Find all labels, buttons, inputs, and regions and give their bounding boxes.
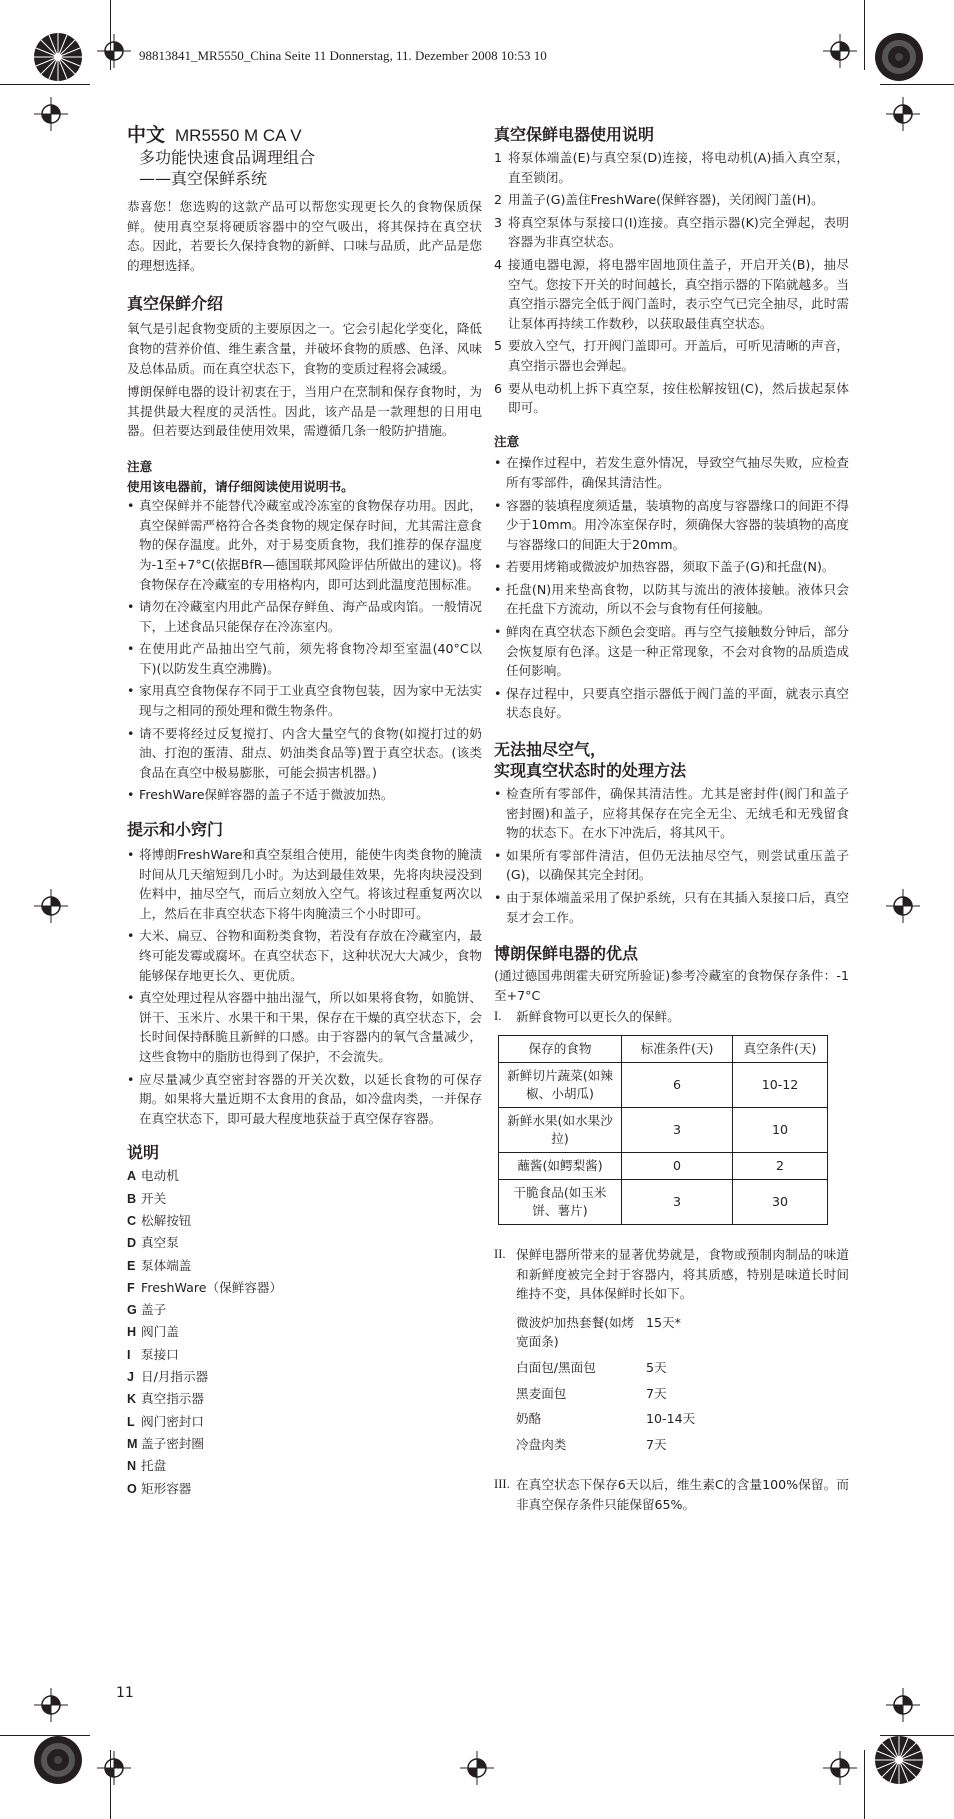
legend-item: O 矩形容器 <box>127 1480 192 1496</box>
section-heading-tips: 提示和小窍门 <box>127 820 224 840</box>
list-item: • 托盘(N)用来垫高食物，以防其与流出的液体接触。液体只会在托盘下方流动，所以不会与食物有任何接触。 <box>494 580 849 619</box>
list-item: • 容器的装填程度须适量，装填物的高度与容器缘口的间距不得少于10mm。用冷冻室保存时，须确保大容器的装填物的高度与容器缘口的间距大于20mm。 <box>494 496 849 555</box>
registration-mark-icon <box>34 97 68 131</box>
product-subtitle-2: ——真空保鲜系统 <box>139 169 268 188</box>
table-cell: 6 <box>622 1062 733 1107</box>
list-item: 6 要从电动机上拆下真空泵，按住松解按钮(C)，然后拔起泵体即可。 <box>494 380 849 416</box>
legend-item: H 阀门盖 <box>127 1324 179 1340</box>
table-row <box>499 1152 828 1179</box>
table-header-cell: 真空条件(天) <box>733 1035 828 1062</box>
registration-mark-icon <box>34 1688 68 1722</box>
print-header: 98813841_MR5550_China Seite 11 Donnerstag, 11. Dezember 2008 10:53 10 <box>139 48 547 63</box>
legend-item: K 真空指示器 <box>127 1391 204 1407</box>
list-item: 4 接通电器电源，将电器牢固地顶住盖子，开启开关(B)，抽尽空气。您按下开关的时间越长，真空指示器的下陷就越多。当真空指示器完全低于阀门盖时，表示空气已完全抽尽，此时需让泵体再持续工作数秒，以获取最佳真空状态。 <box>494 256 849 331</box>
list-item: • 大米、扁豆、谷物和面粉类食物，若没有存放在冷藏室内，最终可能发霉或腐坏。在真空状态下，这种状况大大减少，食物能够保存地更长久、更优质。 <box>127 926 482 985</box>
table-cell: 7天 <box>646 1385 667 1401</box>
table-cell: 3 <box>622 1179 733 1224</box>
table-header-cell: 标准条件(天) <box>622 1035 733 1062</box>
table-cell: 5天 <box>646 1359 667 1375</box>
registration-mark-icon <box>823 34 857 68</box>
legend-item: G 盖子 <box>127 1302 167 1318</box>
note-heading: 注意 <box>494 433 520 449</box>
heading-line: 无法抽尽空气， <box>494 740 607 760</box>
list-item: • 若要用烤箱或微波炉加热容器，须取下盖子(G)和托盘(N)。 <box>494 557 849 577</box>
list-item: • 在使用此产品抽出空气前，须先将食物冷却至室温(40°C以下)(以防发生真空沸腾)。 <box>127 639 482 678</box>
table-cell: 10-12 <box>733 1062 828 1107</box>
section-heading-troubleshooting <box>494 739 849 781</box>
note-list <box>127 496 482 805</box>
table-cell: 微波炉加热套餐(如烤宽面条) <box>516 1314 635 1350</box>
table-cell: 白面包/黑面包 <box>516 1359 596 1375</box>
list-item: • 检查所有零部件，确保其清洁性。尤其是密封件(阀门和盖子密封圈)和盖子，应将其保存在完全无尘、无绒毛和无残留食物的状态下。在水下冲洗后，将其风干。 <box>494 784 849 843</box>
troubleshooting-list <box>494 784 849 927</box>
legend-item: J 日/月指示器 <box>127 1369 209 1385</box>
table-cell: 0 <box>622 1152 733 1179</box>
section-heading-legend: 说明 <box>127 1143 160 1163</box>
list-item: • FreshWare保鲜容器的盖子不适于微波加热。 <box>127 785 482 805</box>
starburst-icon <box>33 1735 83 1785</box>
paragraph: (通过德国弗朗霍夫研究所验证)参考冷藏室的食物保存条件：-1至+7°C <box>494 968 849 1003</box>
table-cell: 奶酪 <box>516 1411 542 1427</box>
table-cell: 干脆食品(如玉米饼、薯片) <box>499 1179 622 1224</box>
table-cell: 3 <box>622 1107 733 1152</box>
table-cell: 蘸酱(如鳄梨酱) <box>499 1152 622 1179</box>
tips-list <box>127 845 482 1128</box>
table-cell: 新鲜切片蔬菜(如辣椒、小胡瓜) <box>499 1062 622 1107</box>
list-item: • 家用真空食物保存不同于工业真空食物包装，因为家中无法实现与之相同的预处理和微生物条件。 <box>127 681 482 720</box>
list-item: 2 用盖子(G)盖住FreshWare(保鲜容器)，关闭阀门盖(H)。 <box>494 192 824 208</box>
table-row <box>499 1179 828 1224</box>
registration-mark-icon <box>97 34 131 68</box>
note-heading: 注意 <box>127 458 153 474</box>
list-item: • 由于泵体端盖采用了保护系统，只有在其插入泵接口后，真空泵才会工作。 <box>494 888 849 927</box>
legend-item: M 盖子密封圈 <box>127 1435 204 1451</box>
table-row <box>516 1432 695 1458</box>
table-cell: 7天 <box>646 1436 667 1452</box>
table-cell: 2 <box>733 1152 828 1179</box>
legend-item: C 松解按钮 <box>127 1212 192 1228</box>
page-number: 11 <box>116 1685 134 1701</box>
table-row <box>499 1062 828 1107</box>
legend-item: L 阀门密封口 <box>127 1413 204 1429</box>
table-row <box>516 1310 695 1355</box>
registration-mark-icon <box>97 1751 131 1785</box>
table-cell: 黑麦面包 <box>516 1385 567 1401</box>
table-cell: 新鲜水果(如水果沙拉) <box>499 1107 622 1152</box>
list-item: • 应尽量减少真空密封容器的开关次数，以延长食物的可保存期。如果将大量近期不太食用的食品，如冷盘肉类，一并保存在真空状态下，即可最大程度地获益于真空保存容器。 <box>127 1070 482 1129</box>
list-item: 1 将泵体端盖(E)与真空泵(D)连接，将电动机(A)插入真空泵，直至锁闭。 <box>494 150 849 185</box>
starburst-icon <box>874 32 924 82</box>
list-item: • 真空处理过程从容器中抽出湿气，所以如果将食物，如脆饼、饼干、玉米片、水果干和干果，保存在干燥的真空状态下，会长时间保持酥脆且新鲜的口感。由于容器内的氧气含量减少，这些食物中的脂肪也得到了保护，不会流失。 <box>127 988 482 1066</box>
registration-mark-icon <box>886 97 920 131</box>
legend-item: E 泵体端盖 <box>127 1257 192 1273</box>
note-subheading: 使用该电器前，请仔细阅读使用说明书。 <box>127 478 354 494</box>
crop-line-bottom-right <box>864 1750 865 1819</box>
table-cell: 10 <box>733 1107 828 1152</box>
table-cell: 10-14天 <box>646 1411 696 1427</box>
list-item: • 鲜肉在真空状态下颜色会变暗。再与空气接触数分钟后，部分会恢复原有色泽。这是一种正常现象，不会对食物的品质造成任何影响。 <box>494 622 849 681</box>
legend-item: I 泵接口 <box>127 1346 179 1362</box>
list-item: • 将博朗FreshWare和真空泵组合使用，能使牛肉类食物的腌渍时间从几天缩短到几小时。为达到最佳效果，先将肉块浸没到佐料中，抽尽空气，而后立刻放入空气。将该过程重复两次以上，然后在非真空状态下将牛肉腌渍三个小时即可。 <box>127 845 482 923</box>
storage-table <box>498 1035 828 1225</box>
paragraph: 氧气是引起食物变质的主要原因之一。它会引起化学变化，降低食物的营养价值、维生素含量，并破坏食物的质感、色泽、风味及总体品质。而在真空状态下，食物的变质过程将会减缓。 <box>127 321 482 376</box>
list-item: • 在操作过程中，若发生意外情况，导致空气抽尽失败，应检查所有零部件，确保其清洁性。 <box>494 453 849 492</box>
language-title: 中文 <box>127 124 166 146</box>
legend-item: F FreshWare（保鲜容器） <box>127 1279 283 1295</box>
starburst-icon <box>33 32 83 82</box>
table-row <box>516 1406 695 1432</box>
list-item: • 请勿在冷藏室内用此产品保存鲜鱼、海产品或肉馅。一般情况下，上述食品只能保存在冷冻室内。 <box>127 597 482 636</box>
registration-mark-icon <box>34 889 68 923</box>
legend-item: B 开关 <box>127 1190 167 1206</box>
starburst-icon <box>874 1735 924 1785</box>
legend-list <box>127 1165 482 1499</box>
section-heading-usage: 真空保鲜电器使用说明 <box>494 125 655 144</box>
registration-mark-icon <box>886 1688 920 1722</box>
advantage-item: III. 在真空状态下保存6天以后，维生素C的含量100%保留。而非真空保存条件只能保留65%。 <box>494 1477 849 1512</box>
legend-item: A 电动机 <box>127 1168 179 1184</box>
section-heading-advantages: 博朗保鲜电器的优点 <box>494 944 639 964</box>
crop-line-top-right <box>864 0 865 70</box>
legend-item: N 托盘 <box>127 1458 167 1474</box>
advantage-item: II. 保鲜电器所带来的显著优势就是，食物或预制肉制品的味道和新鲜度被完全封于容器内，将其质感，特别是味道长时间维持不变，具体保鲜时长如下。 <box>494 1246 849 1302</box>
product-subtitle-1: 多功能快速食品调理组合 <box>139 148 316 167</box>
page-title <box>127 124 482 147</box>
table-header-row <box>499 1035 828 1062</box>
note-list <box>494 453 849 723</box>
list-item: • 保存过程中，只要真空指示器低于阀门盖的平面，就表示真空状态良好。 <box>494 684 849 723</box>
table-row <box>499 1107 828 1152</box>
usage-steps <box>494 148 849 418</box>
table-cell: 15天* <box>646 1314 681 1330</box>
right-column <box>494 124 849 1515</box>
crop-line-right-top <box>880 84 954 85</box>
list-item: • 如果所有零部件清洁，但仍无法抽尽空气，则尝试重压盖子(G)，以确保其完全封闭。 <box>494 846 849 885</box>
table-cell: 30 <box>733 1179 828 1224</box>
table-row <box>516 1381 695 1407</box>
crop-line-left-top <box>0 84 90 85</box>
list-item: • 请不要将经过反复搅打、内含大量空气的食物(如搅打过的奶油、打泡的蛋清、甜点、奶油类食品等)置于真空状态。(该类食品在真空中极易膨胀，可能会损害机器。) <box>127 724 482 783</box>
list-item: 3 将真空泵体与泵接口(I)连接。真空指示器(K)完全弹起，表明容器为非真空状态。 <box>494 214 849 250</box>
left-column <box>127 124 482 1500</box>
registration-mark-icon <box>886 889 920 923</box>
paragraph: 博朗保鲜电器的设计初衷在于，当用户在烹制和保存食物时，为其提供最大程度的灵活性。因此，该产品是一款理想的日用电器。但若要达到最佳使用效果，需遵循几条一般防护措施。 <box>127 384 482 439</box>
table-row <box>516 1355 695 1381</box>
section-heading-vacuum-intro: 真空保鲜介绍 <box>127 294 224 314</box>
registration-mark-icon <box>460 1751 494 1785</box>
table-cell: 冷盘肉类 <box>516 1436 567 1452</box>
shelf-life-table <box>516 1310 695 1458</box>
heading-line: 实现真空状态时的处理方法 <box>494 761 687 781</box>
list-item: 5 要放入空气，打开阀门盖即可。开盖后，可听见清晰的声音，真空指示器也会弹起。 <box>494 338 849 373</box>
advantage-item: I. 新鲜食物可以更长久的保鲜。 <box>494 1009 680 1025</box>
table-header-cell: 保存的食物 <box>499 1035 622 1062</box>
registration-mark-icon <box>823 1751 857 1785</box>
list-item: • 真空保鲜并不能替代冷藏室或冷冻室的食物保存功用。因此，真空保鲜需严格符合各类食物的规定保存时间，尤其需注意食物的保存温度。此外，对于易变质食物，我们推荐的保存温度为-1至+7°C(依据BfR—德国联邦风险评估所做出的建议)。将食物保存在冷藏室的专用格构内，即可达到此温度范围标准。 <box>127 496 482 594</box>
model-number: MR5550 M CA V <box>175 126 302 145</box>
intro-paragraph: 恭喜您！您选购的这款产品可以帮您实现更长久的食物保质保鲜。使用真空泵将硬质容器中的空气吸出，将其保持在真空状态。因此，若要长久保持食物的新鲜、口味与品质，此产品是您的理想选择。 <box>127 199 482 273</box>
legend-item: D 真空泵 <box>127 1235 179 1251</box>
